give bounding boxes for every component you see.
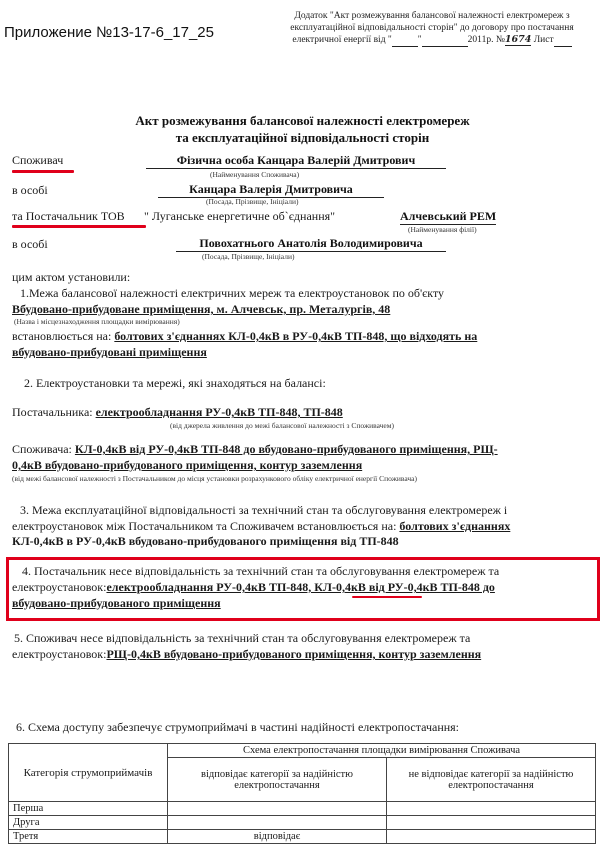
table-row xyxy=(9,830,596,844)
s3-line-2-value: болтових з'єднаннях xyxy=(399,519,511,533)
s1-set-value-1: болтових з'єднаннях КЛ-0,4кВ в РУ-0,4кВ ТП-848, що відходять на xyxy=(114,329,478,343)
addendum-line-2: експлуатаційної відповідальності сторін" до договору про постачання xyxy=(290,23,574,33)
row-matches: відповідає xyxy=(168,830,387,844)
row-not-matches xyxy=(387,802,596,816)
row-name: Друга xyxy=(9,816,168,830)
supplier-person-name: Повохатнього Анатолія Володимировича xyxy=(176,236,446,252)
addendum-date-prefix: електричної енергії від " xyxy=(292,35,392,45)
s1-heading: 1.Межа балансової належності електричних мереж та електроустановок по об'єкту xyxy=(20,286,445,300)
addendum-header xyxy=(264,10,600,47)
addendum-line-3 xyxy=(264,34,600,47)
s2-supplier-caption: (від джерела живлення до межі балансової належності з Споживачем) xyxy=(170,421,394,430)
consumer-person-name: Канцара Валерія Дмитровича xyxy=(158,182,384,198)
s2-consumer-label: Споживача: xyxy=(12,442,72,456)
consumer-name: Фізична особа Канцара Валерій Дмитрович xyxy=(146,153,446,169)
addendum-sheet: Лист xyxy=(533,35,554,45)
addendum-date-mid: " xyxy=(417,35,422,45)
supplier-label: та Постачальник ТОВ xyxy=(12,209,125,223)
contract-number: 1674 xyxy=(504,34,532,45)
consumer-caption: (Найменування Споживача) xyxy=(210,170,300,179)
addendum-year: 2011р. № xyxy=(467,35,505,45)
s5-line-1: 5. Споживач несе відповідальність за технічний стан та обслуговування електромереж та xyxy=(14,631,471,645)
s3-line-3: КЛ-0,4кВ в РУ-0,4кВ вбудовано-прибудованого приміщення від ТП-848 xyxy=(12,534,399,548)
col-group-header: Схема електропостачання площадки вимірювання Споживача xyxy=(168,744,596,758)
title-line-1: Акт розмежування балансової належності електромереж xyxy=(135,113,470,128)
row-name: Третя xyxy=(9,830,168,844)
table-row xyxy=(9,816,596,830)
red-underline-supplier xyxy=(12,225,146,228)
s2-consumer-caption: (від межі балансової належності з Постачальником до місця установки розрахункового обліку електричної енергії Споживача) xyxy=(12,474,417,483)
table-row xyxy=(9,802,596,816)
supplier-branch: Алчевський РЕМ xyxy=(400,209,497,223)
s4-line-2-value: електрообладнання РУ-0,4кВ ТП-848, КЛ-0,4кВ від РУ-0,4кВ ТП-848 до xyxy=(106,580,495,594)
col-matches-header: відповідає категорії за надійністю електропостачання xyxy=(168,758,387,802)
s1-object: Вбудовано-прибудоване приміщення, м. Алчевськ, пр. Металургів, 48 xyxy=(12,302,391,316)
red-underline-consumer xyxy=(12,170,74,173)
title-line-2: та експлуатаційної відповідальності сторін xyxy=(175,130,430,145)
row-matches xyxy=(168,802,387,816)
s4-line-2-prefix: електроустановок: xyxy=(12,580,107,594)
supplier-name: " Луганське енергетичне об`єднання" xyxy=(144,209,336,223)
document-title xyxy=(0,112,605,146)
row-not-matches xyxy=(387,830,596,844)
schema-table xyxy=(8,743,596,844)
col-category-header: Категорія струмоприймачів xyxy=(9,744,168,802)
supplier-person-label: в особі xyxy=(12,237,48,251)
s2-heading: 2. Електроустановки та мережі, які знаходяться на балансі: xyxy=(24,376,326,390)
s4-line-2 xyxy=(12,579,602,595)
s2-supplier xyxy=(12,404,343,420)
col-not-matches-header: не відповідає категорії за надійністю електропостачання xyxy=(387,758,596,802)
s3-line-2 xyxy=(12,518,602,534)
row-matches xyxy=(168,816,387,830)
established-text: цим актом установили: xyxy=(12,270,131,284)
s2-consumer-value-1: КЛ-0,4кВ від РУ-0,4кВ ТП-848 до вбудовано-прибудованого приміщення, РЩ- xyxy=(74,442,498,456)
s6-heading: 6. Схема доступу забезпечує струмоприймачі в частині надійності електропостачання: xyxy=(16,720,460,734)
s2-consumer xyxy=(12,441,602,457)
red-underline-kl xyxy=(352,596,422,598)
s2-supplier-label: Постачальника: xyxy=(12,405,93,419)
consumer-person-label: в особі xyxy=(12,183,48,197)
addendum-line-1: Додаток "Акт розмежування балансової належності електромереж з xyxy=(294,11,570,21)
supplier-branch-caption: (Найменування філії) xyxy=(408,225,477,234)
row-not-matches xyxy=(387,816,596,830)
s2-consumer-value-2: 0,4кВ вбудовано-прибудованого приміщення, контур заземлення xyxy=(12,458,363,472)
s5-line-2-value: РЩ-0,4кВ вбудовано-прибудованого приміщення, контур заземлення xyxy=(106,647,482,661)
s1-set-prefix: встановлюється на: xyxy=(12,329,112,343)
row-name: Перша xyxy=(9,802,168,816)
supplier-person-caption: (Посада, Прізвище, Ініціали) xyxy=(202,252,295,261)
s4-line-1: 4. Постачальник несе відповідальність за технічний стан та обслуговування електромереж та xyxy=(22,564,500,578)
s1-boundary xyxy=(12,328,602,344)
consumer-person-caption: (Посада, Прізвище, Ініціали) xyxy=(206,197,299,206)
s4-line-3: вбудовано-прибудованого приміщення xyxy=(12,596,221,610)
s1-set-value-2: вбудовано-прибудовані приміщення xyxy=(12,345,207,359)
s3-line-2-prefix: електроустановок між Постачальником та Споживачем встановлюється на: xyxy=(12,519,397,533)
s2-supplier-value: електрообладнання РУ-0,4кВ ТП-848, ТП-848 xyxy=(95,405,343,419)
corner-label: Приложение №13-17-6_17_25 xyxy=(4,24,214,41)
s3-line-1: 3. Межа експлуатаційної відповідальності за технічний стан та обслуговування електромереж і xyxy=(20,503,508,517)
s1-object-caption: (Назва і місцезнаходження площадки вимірювання) xyxy=(14,317,180,326)
s5-line-2-prefix: електроустановок: xyxy=(12,647,107,661)
s5-line-2 xyxy=(12,646,602,662)
consumer-label: Споживач xyxy=(12,153,64,167)
